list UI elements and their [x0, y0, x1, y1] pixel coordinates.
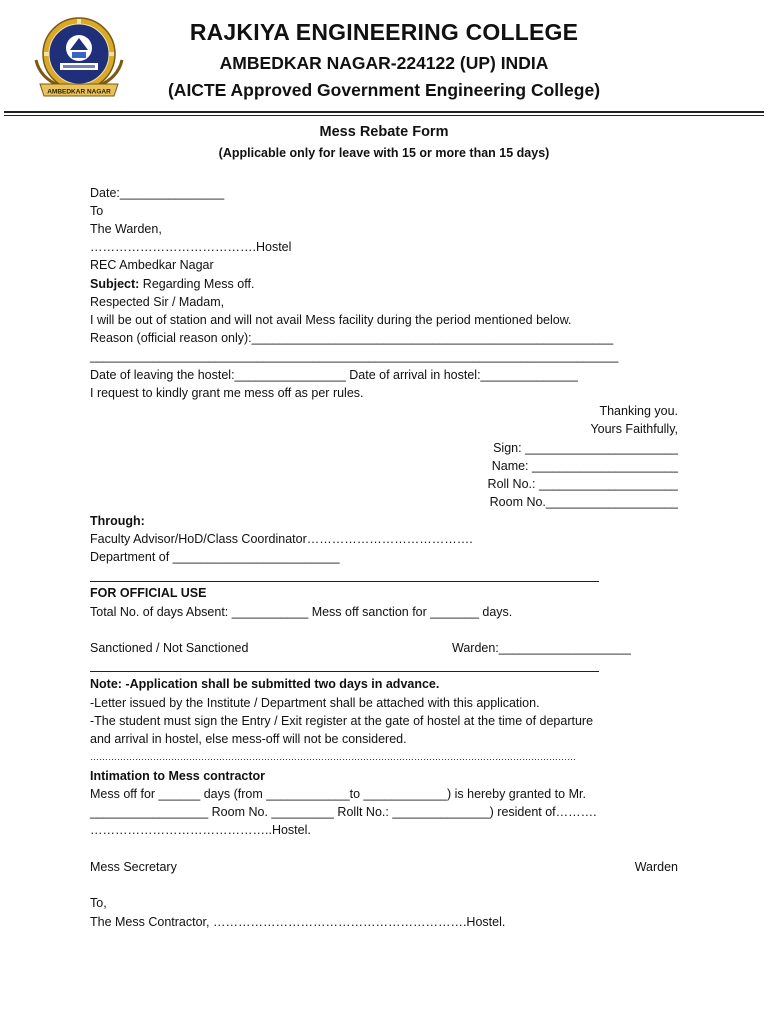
college-line: REC Ambedkar Nagar	[90, 258, 214, 272]
hostel-field[interactable]: ………………………………….Hostel	[90, 240, 292, 254]
intimation-line-3[interactable]: ……………………………………..Hostel.	[90, 823, 311, 837]
yours-faithfully: Yours Faithfully,	[590, 422, 678, 436]
subject-line	[90, 276, 254, 292]
warden-sign-field[interactable]: Warden:___________________	[452, 641, 631, 655]
header-divider-thin	[4, 115, 764, 116]
warden-line: The Warden,	[90, 222, 162, 236]
intimation-line-1[interactable]: Mess off for ______ days (from ____________to ____________) is hereby granted to Mr.	[90, 787, 586, 801]
section-divider	[90, 671, 599, 672]
sign-field[interactable]: Sign: ______________________	[493, 441, 678, 455]
request-text: I request to kindly grant me mess off as per rules.	[90, 386, 364, 400]
note-line-2: -The student must sign the Entry / Exit register at the gate of hostel at the time of departure	[90, 714, 594, 728]
through-label: Through:	[90, 514, 145, 528]
note-heading: Note: -Application shall be submitted two days in advance.	[90, 677, 440, 691]
note-line-1: -Letter issued by the Institute / Department shall be attached with this application.	[90, 696, 540, 710]
days-absent-field[interactable]: Total No. of days Absent: ___________ Mess off sanction for _______ days.	[90, 605, 513, 619]
department-field[interactable]: Department of ________________________	[90, 550, 340, 564]
mess-contractor-field[interactable]: The Mess Contractor, …………………………………………………….Hostel.	[90, 915, 506, 929]
body-text: I will be out of station and will not avail Mess facility during the period mentioned below.	[90, 313, 572, 327]
dates-field[interactable]: Date of leaving the hostel:________________ Date of arrival in hostel:______________	[90, 368, 578, 382]
college-approval: (AICTE Approved Government Engineering College)	[167, 80, 601, 100]
warden-label: Warden	[634, 860, 678, 874]
date-field[interactable]: Date:_______________	[90, 186, 225, 200]
salutation: Respected Sir / Madam,	[90, 295, 225, 309]
mess-secretary-label: Mess Secretary	[90, 860, 177, 874]
dotted-separator: ………………………………………………………………………………………………………………………………………………	[90, 752, 576, 762]
faculty-advisor-field[interactable]: Faculty Advisor/HoD/Class Coordinator………………………………….	[90, 532, 473, 546]
subject-label: Subject:	[90, 277, 140, 291]
form-title: Mess Rebate Form	[319, 124, 449, 140]
letterhead	[0, 0, 768, 120]
header-divider	[4, 111, 764, 113]
college-name: RAJKIYA ENGINEERING COLLEGE	[189, 19, 579, 45]
to-contractor-line: To,	[90, 896, 107, 910]
intimation-line-2[interactable]: _________________ Room No. _________ Rollt No.: ______________) resident of……….	[90, 805, 597, 819]
logo-ribbon-text: AMBEDKAR NAGAR	[47, 88, 111, 96]
sanction-status: Sanctioned / Not Sanctioned	[90, 641, 249, 655]
college-address: AMBEDKAR NAGAR-224122 (UP) INDIA	[219, 53, 549, 73]
name-field[interactable]: Name: _____________________	[491, 459, 678, 473]
thanking-line: Thanking you.	[599, 404, 678, 418]
official-use-label: FOR OFFICIAL USE	[90, 586, 207, 600]
section-divider	[90, 581, 599, 582]
reason-field[interactable]: Reason (official reason only):____________________________________________________	[90, 331, 614, 345]
roll-no-field[interactable]: Roll No.: ____________________	[487, 477, 678, 491]
form-subtitle: (Applicable only for leave with 15 or more than 15 days)	[218, 146, 550, 160]
reason-field-continued[interactable]: ____________________________________________________________________________	[90, 349, 619, 363]
intimation-heading: Intimation to Mess contractor	[90, 769, 266, 783]
note-line-3: and arrival in hostel, else mess-off will not be considered.	[90, 732, 407, 746]
to-line: To	[90, 204, 104, 218]
room-no-field[interactable]: Room No.___________________	[489, 495, 678, 509]
subject-text: Regarding Mess off.	[139, 277, 255, 291]
